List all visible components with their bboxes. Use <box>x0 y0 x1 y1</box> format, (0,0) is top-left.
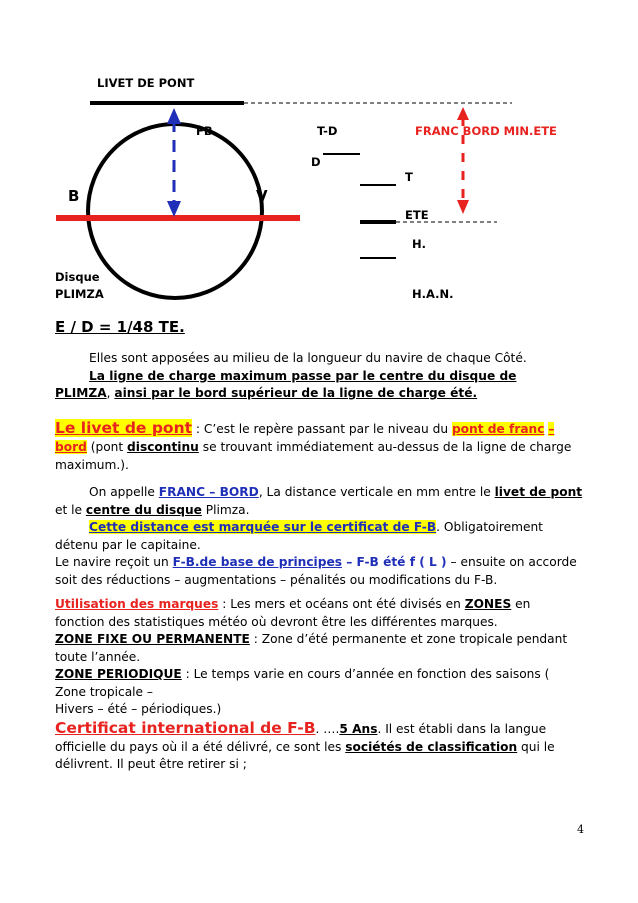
paragraph-apposees <box>55 350 583 403</box>
p4-zone-periodique: ZONE PERIODIQUE <box>55 667 182 681</box>
p3-t2: , La distance verticale en mm entre le <box>258 485 495 499</box>
fb-min-arrow-head-up <box>457 107 469 120</box>
p3-highlight: Cette distance est marquée sur le certificat de F-B <box>89 520 437 534</box>
p4-zones: ZONES <box>464 597 512 611</box>
paragraph-franc-bord <box>55 484 583 589</box>
p1-comma: , <box>106 386 115 400</box>
p3-t4: Plimza. <box>201 502 250 517</box>
label-franc-bord-min-ete: FRANC BORD MIN.ETE <box>415 124 557 138</box>
label-h: H. <box>412 237 426 251</box>
p5-five: 5 Ans <box>339 722 378 736</box>
p4-t5: Hivers – été – périodiques.) <box>55 702 222 716</box>
p5-societes: sociétés de classification <box>345 739 518 754</box>
p2-sep: : C’est le repère passant par le niveau du <box>192 422 452 436</box>
p2-t1: (pont <box>86 440 128 454</box>
p5-t2: . Il est établi dans la langue officielle du pays où il a été délivré, ce sont les <box>55 722 547 754</box>
label-v: V <box>256 187 268 205</box>
p3-t7: – F-B été f ( L ) <box>341 555 447 569</box>
p3-t8: – ensuite on accorde soit des réductions – augmentations – pénalités ou modifications du F-B. <box>55 555 577 587</box>
p3-t6: Le navire reçoit un <box>55 555 173 569</box>
label-fb: FB. <box>196 124 217 138</box>
label-plimza: PLIMZA <box>55 287 104 301</box>
paragraph-livet-de-pont <box>55 419 583 474</box>
p3-t5: . Obligatoirement détenu par le capitaine. <box>55 520 543 552</box>
p4-t2: en fonction des statistiques météo où devront être les différentes marques. <box>55 597 531 629</box>
p2-discontinu: discontinu <box>127 440 199 454</box>
label-livet-de-pont: LIVET DE PONT <box>97 76 195 90</box>
label-t: T <box>405 170 413 184</box>
p2-title: Le livet de pont <box>55 419 193 437</box>
formula-heading: E / D = 1/48 TE. <box>55 318 185 336</box>
p3-t3: et le <box>55 502 86 517</box>
p3-fb-base: F-B.de base de principes <box>172 555 342 569</box>
fb-arrow-head-down <box>167 201 181 217</box>
p3-t1: On appelle <box>89 485 159 499</box>
fb-min-arrow-head-down <box>457 200 469 214</box>
p2-t2: se trouvant immédiatement au-dessus de la ligne de charge maximum.). <box>55 440 572 472</box>
p3-centre: centre du disque <box>85 502 202 517</box>
p5-title: Certificat international de F-B <box>55 719 316 737</box>
fb-arrow-head-up <box>167 108 181 124</box>
paragraph-utilisation-marques <box>55 596 583 719</box>
p3-franc-bord: FRANC – BORD <box>158 485 259 499</box>
p4-t3: : Zone d’été permanente et zone tropicale pendant toute l’année. <box>55 632 568 664</box>
p1-plimza: PLIMZA <box>55 386 107 400</box>
p4-title: Utilisation des marques <box>55 597 219 611</box>
p5-t1: . …. <box>315 722 340 736</box>
label-d: D <box>311 155 321 169</box>
page-number: 4 <box>577 823 584 836</box>
label-han: H.A.N. <box>412 287 454 301</box>
label-ete: ETE <box>405 208 429 222</box>
label-b: B <box>68 187 80 205</box>
p2-hl1: pont de franc <box>451 422 545 436</box>
p1-bold2: ainsi par le bord supérieur de la ligne de charge été. <box>114 386 478 400</box>
paragraph-certificat <box>55 720 583 774</box>
p5-t3: qui le délivrent. Il peut être retirer si ; <box>55 739 555 771</box>
p1-line1: Elles sont apposées au milieu de la longueur du navire de chaque Côté. <box>89 351 527 365</box>
label-td: T-D <box>317 124 338 138</box>
p4-zone-fixe: ZONE FIXE OU PERMANENTE <box>55 632 250 646</box>
p4-t1: : Les mers et océans ont été divisés en <box>218 597 465 611</box>
p1-bold1: La ligne de charge maximum passe par le centre du disque de <box>89 368 517 383</box>
p2-hl2: – bord <box>55 422 555 454</box>
p3-livet: livet de pont <box>494 485 583 499</box>
p4-t4: : Le temps varie en cours d’année en fonction des saisons ( Zone tropicale – <box>55 667 550 699</box>
label-disque: Disque <box>55 270 100 284</box>
